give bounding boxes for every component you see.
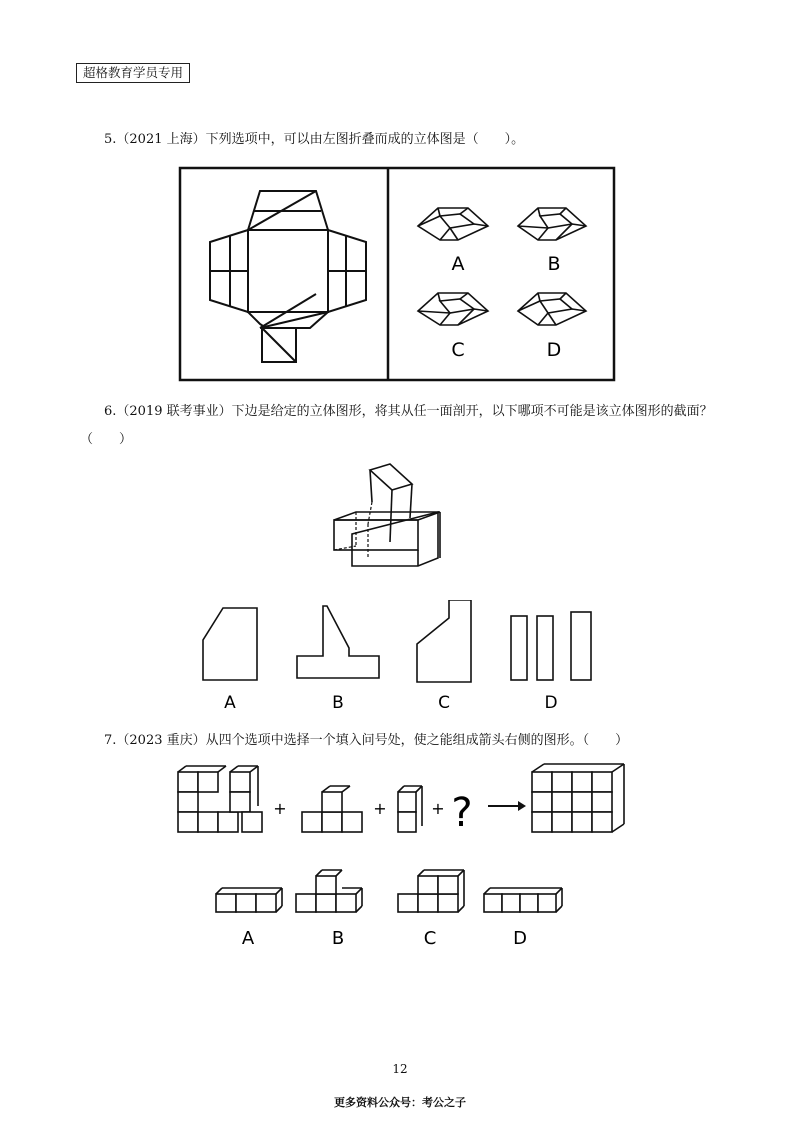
q6-option-a-shape xyxy=(203,608,257,680)
footer-note: 更多资料公众号：考公之子 xyxy=(334,1096,466,1109)
plus-sign-3: + xyxy=(431,799,445,818)
question-7-equation xyxy=(170,762,636,842)
q6-option-b-label: B xyxy=(332,693,344,713)
question-7 xyxy=(104,731,628,751)
solid-figure-svg xyxy=(330,462,442,574)
q5-option-d-label: D xyxy=(546,339,562,361)
page-number: 12 xyxy=(392,1062,408,1076)
arrow-right-icon xyxy=(488,801,526,811)
q6-option-d-bar-3 xyxy=(571,612,591,680)
q6-option-d-bar-1 xyxy=(511,616,527,680)
q5-option-d-shape xyxy=(518,293,586,325)
question-6-text: （2019 联考事业）下边是给定的立体图形，将其从任一面剖开，以下哪项不可能是该立体图形的截面？ xyxy=(116,404,713,419)
q6-option-a-label: A xyxy=(224,693,236,713)
plus-sign-1: + xyxy=(273,799,287,818)
q5-option-c-shape xyxy=(418,293,488,325)
header-label: 超格教育学员专用 xyxy=(76,63,190,83)
question-7-text: （2023 重庆）从四个选项中选择一个填入问号处，使之能组成箭头右侧的图形。（ ） xyxy=(116,733,629,748)
q7-option-b-label: B xyxy=(331,928,345,949)
q7-option-d-label: D xyxy=(513,928,527,949)
q6-option-d-label: D xyxy=(544,693,558,713)
q5-option-c-label: C xyxy=(451,339,465,361)
question-5-text: （2021 上海）下列选项中，可以由左图折叠而成的立体图是（ ）。 xyxy=(116,132,525,147)
question-6-number: 6. xyxy=(104,404,117,419)
q6-options-svg xyxy=(195,600,605,716)
plus-sign-2: + xyxy=(373,799,387,818)
question-5-figure xyxy=(178,166,616,382)
q6-option-c-label: C xyxy=(438,693,450,713)
q7-option-c-shape xyxy=(398,870,464,912)
question-6-answer-blank: （ ） xyxy=(80,432,133,447)
question-6-solid xyxy=(330,462,442,574)
q7-option-c-label: C xyxy=(423,928,437,949)
q5-option-a-shape xyxy=(418,208,488,240)
q7-equation-svg xyxy=(170,762,636,842)
q6-option-b-shape xyxy=(297,606,379,678)
q7-options-svg xyxy=(212,866,572,952)
q7-option-d-shape xyxy=(484,888,562,912)
question-7-options xyxy=(212,866,572,952)
question-5-number: 5. xyxy=(104,132,117,147)
q6-option-c-shape xyxy=(417,600,471,682)
question-5-svg xyxy=(178,166,616,382)
question-mark: ? xyxy=(451,790,473,836)
q6-option-d-bar-2 xyxy=(537,616,553,680)
q7-option-b-shape xyxy=(296,870,362,912)
q7-option-a-label: A xyxy=(241,928,255,949)
net-diagram xyxy=(210,191,366,362)
question-5 xyxy=(104,130,524,150)
q7-option-a-shape xyxy=(216,888,282,912)
question-7-number: 7. xyxy=(104,733,117,748)
q5-option-b-label: B xyxy=(547,253,561,275)
question-6 xyxy=(104,402,713,422)
question-6-options xyxy=(195,600,605,716)
q5-option-a-label: A xyxy=(451,253,465,275)
q5-option-b-shape xyxy=(518,208,586,240)
